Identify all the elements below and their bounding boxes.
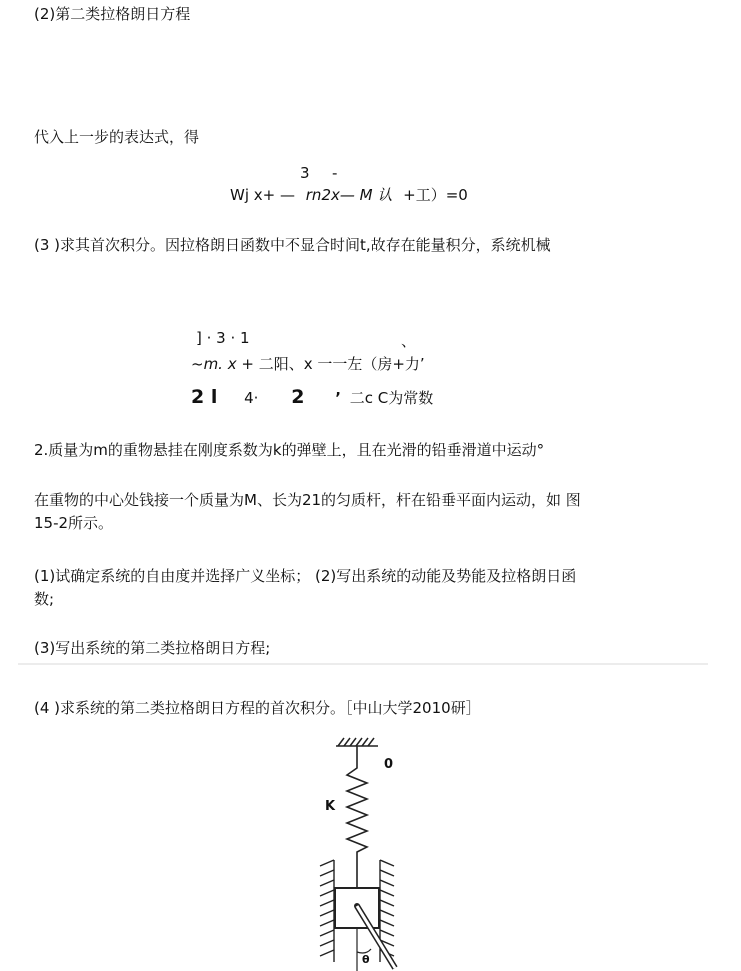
question-3: (3)写出系统的第二类拉格朗日方程; bbox=[34, 639, 271, 657]
eq2-row-3-part-b: 4· bbox=[244, 389, 259, 407]
spring bbox=[347, 746, 367, 888]
question-1-2-line-1: (1)试确定系统的自由度并选择广义坐标； (2)写出系统的动能及势能及拉格朗日函 bbox=[34, 567, 577, 585]
problem-2-description-line-2: 15-2所示。 bbox=[34, 514, 114, 532]
left-guide-wall bbox=[320, 860, 334, 962]
section-3-text: (3 )求其首次积分。因拉格朗日函数中不显合时间t,故存在能量积分，系统机械 bbox=[34, 236, 551, 254]
problem-2-statement: 2.质量为m的重物悬挂在刚度系数为k的弹壁上，且在光滑的铅垂滑道中运动° bbox=[34, 441, 545, 459]
eq2-row-1: ] · 3 · 1 bbox=[196, 329, 250, 347]
problem-2-description-line-1: 在重物的中心处钱接一个质量为M、长为21的匀质杆，杆在铅垂平面内运动，如 图 bbox=[34, 491, 581, 509]
substitute-text: 代入上一步的表达式，得 bbox=[34, 128, 200, 146]
eq1-superscript-3: 3 bbox=[300, 164, 310, 182]
spring-label: K bbox=[325, 799, 336, 814]
eq2-row-2-part-a: ~m. x bbox=[191, 355, 237, 373]
eq2-row-3-part-d: ’ bbox=[335, 389, 341, 407]
origin-label: 0 bbox=[384, 757, 394, 772]
question-4: (4 )求系统的第二类拉格朗日方程的首次积分。［中山大学2010研］ bbox=[34, 699, 481, 717]
eq2-row-3-part-e: 二c C为常数 bbox=[349, 389, 434, 407]
eq1-part-a: Wj x+ — bbox=[230, 186, 295, 204]
eq2-row-3-part-a: 2 l bbox=[191, 386, 218, 408]
ceiling-support bbox=[336, 738, 378, 746]
eq2-row-2-part-b: + 二阳、x 一一左（房+力’ bbox=[241, 355, 425, 373]
angle-label: θ bbox=[362, 953, 370, 966]
eq1-part-c: +工）=0 bbox=[403, 186, 468, 204]
eq2-row-1-mark: 、 bbox=[401, 332, 417, 350]
eq2-row-3-part-c: 2 bbox=[291, 386, 305, 408]
eq1-superscript-dash: - bbox=[332, 164, 338, 182]
question-1-2-line-2: 数; bbox=[34, 590, 55, 608]
section-2-heading: (2)第二类拉格朗日方程 bbox=[34, 5, 191, 23]
eq1-part-b: rn2x— M 认 bbox=[305, 186, 393, 204]
